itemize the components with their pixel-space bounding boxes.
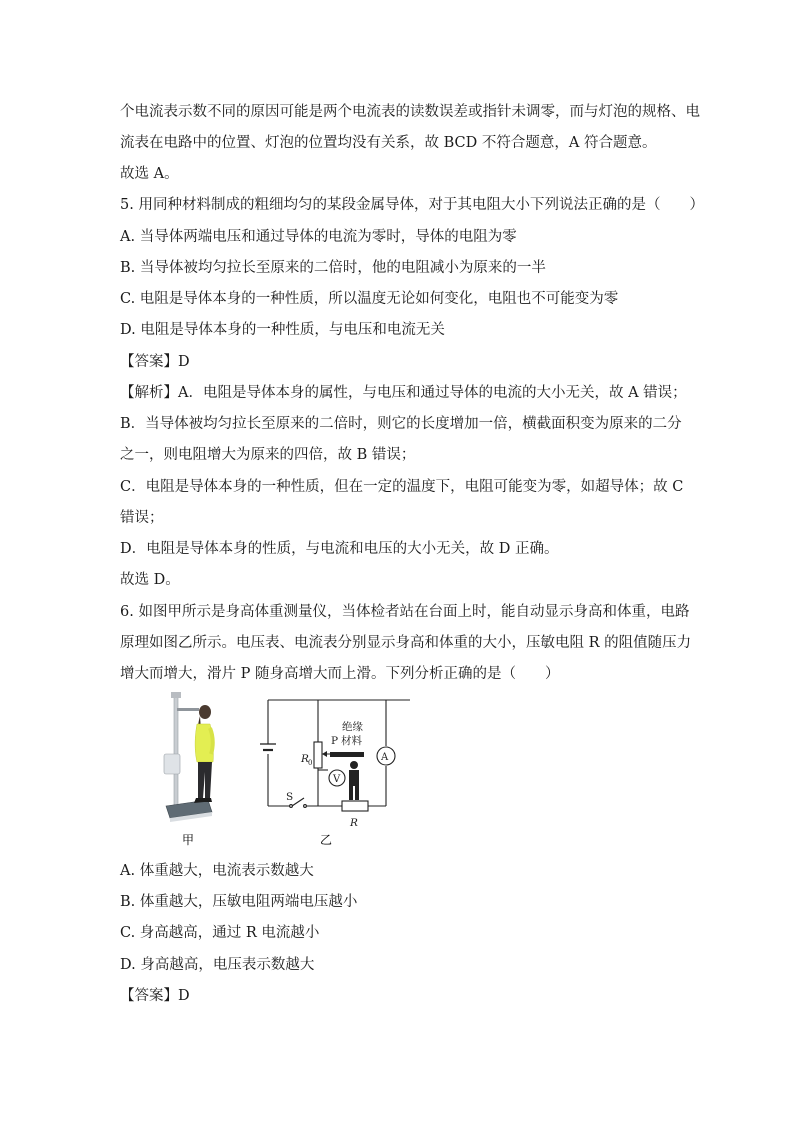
question-5-option-d: D. 电阻是导体本身的一种性质，与电压和电流无关	[120, 322, 445, 338]
scale-photo	[164, 692, 213, 822]
question-6-figure	[150, 690, 410, 850]
question-6-stem: 6. 如图甲所示是身高体重测量仪，当体检者站在台面上时，能自动显示身高和体重，电路	[120, 604, 690, 620]
question-6-option-d: D. 身高越高，电压表示数越大	[120, 957, 315, 973]
text-line: 故选 A。	[120, 166, 179, 182]
voltmeter-label: V	[333, 774, 341, 785]
analysis-line: B．当导体被均匀拉长至原来的二倍时，则它的长度增加一倍，横截面积变为原来的二分	[120, 416, 682, 432]
resistor-r-label: R	[350, 817, 358, 829]
label-material: 材料	[341, 735, 362, 747]
text-line: 个电流表示数不同的原因可能是两个电流表的读数误差或指针未调零，而与灯泡的规格、电	[120, 104, 700, 120]
question-6-option-b: B. 体重越大，压敏电阻两端电压越小	[120, 894, 358, 910]
question-5-stem: 5. 用同种材料制成的粗细均匀的某段金属导体，对于其电阻大小下列说法正确的是（ ）	[120, 197, 704, 213]
question-5-option-b: B. 当导体被均匀拉长至原来的二倍时，他的电阻减小为原来的一半	[120, 260, 546, 276]
text-line: 故选 D。	[120, 572, 180, 588]
analysis-line: 【解析】A．电阻是导体本身的属性，与电压和通过导体的电流的大小无关，故 A 错误；	[120, 385, 687, 401]
question-6-option-a: A. 体重越大，电流表示数越大	[120, 863, 314, 879]
text-line: 流表在电路中的位置、灯泡的位置均没有关系，故 BCD 不符合题意，A 符合题意。	[120, 135, 657, 151]
analysis-line: 错误；	[120, 510, 164, 526]
analysis-line: D．电阻是导体本身的性质，与电流和电压的大小无关，故 D 正确。	[120, 541, 559, 557]
label-slider-p: P	[331, 735, 339, 747]
caption-right: 乙	[320, 833, 333, 847]
question-5-option-c: C. 电阻是导体本身的一种性质，所以温度无论如何变化，电阻也不可能变为零	[120, 291, 619, 307]
switch-label: S	[286, 791, 294, 803]
question-6-option-c: C. 身高越高，通过 R 电流越小	[120, 925, 320, 941]
question-5-option-a: A. 当导体两端电压和通过导体的电流为零时，导体的电阻为零	[120, 229, 517, 245]
question-5-answer: 【答案】D	[120, 354, 190, 370]
ammeter-label: A	[381, 752, 389, 763]
analysis-line: 之一，则电阻增大为原来的四倍，故 B 错误；	[120, 447, 416, 463]
label-insulation: 绝缘	[342, 721, 363, 733]
question-6-stem: 原理如图乙所示。电压表、电流表分别显示身高和体重的大小，压敏电阻 R 的阻值随压力	[120, 635, 692, 651]
question-6-answer: 【答案】D	[120, 988, 190, 1004]
resistor-r0-label: R	[301, 753, 309, 765]
resistor-r0-subscript: 0	[308, 759, 313, 767]
question-6-stem: 增大而增大，滑片 P 随身高增大而上滑。下列分析正确的是（ ）	[120, 666, 560, 682]
analysis-line: C．电阻是导体本身的一种性质，但在一定的温度下，电阻可能变为零，如超导体；故 C	[120, 479, 684, 495]
caption-left: 甲	[182, 833, 195, 847]
